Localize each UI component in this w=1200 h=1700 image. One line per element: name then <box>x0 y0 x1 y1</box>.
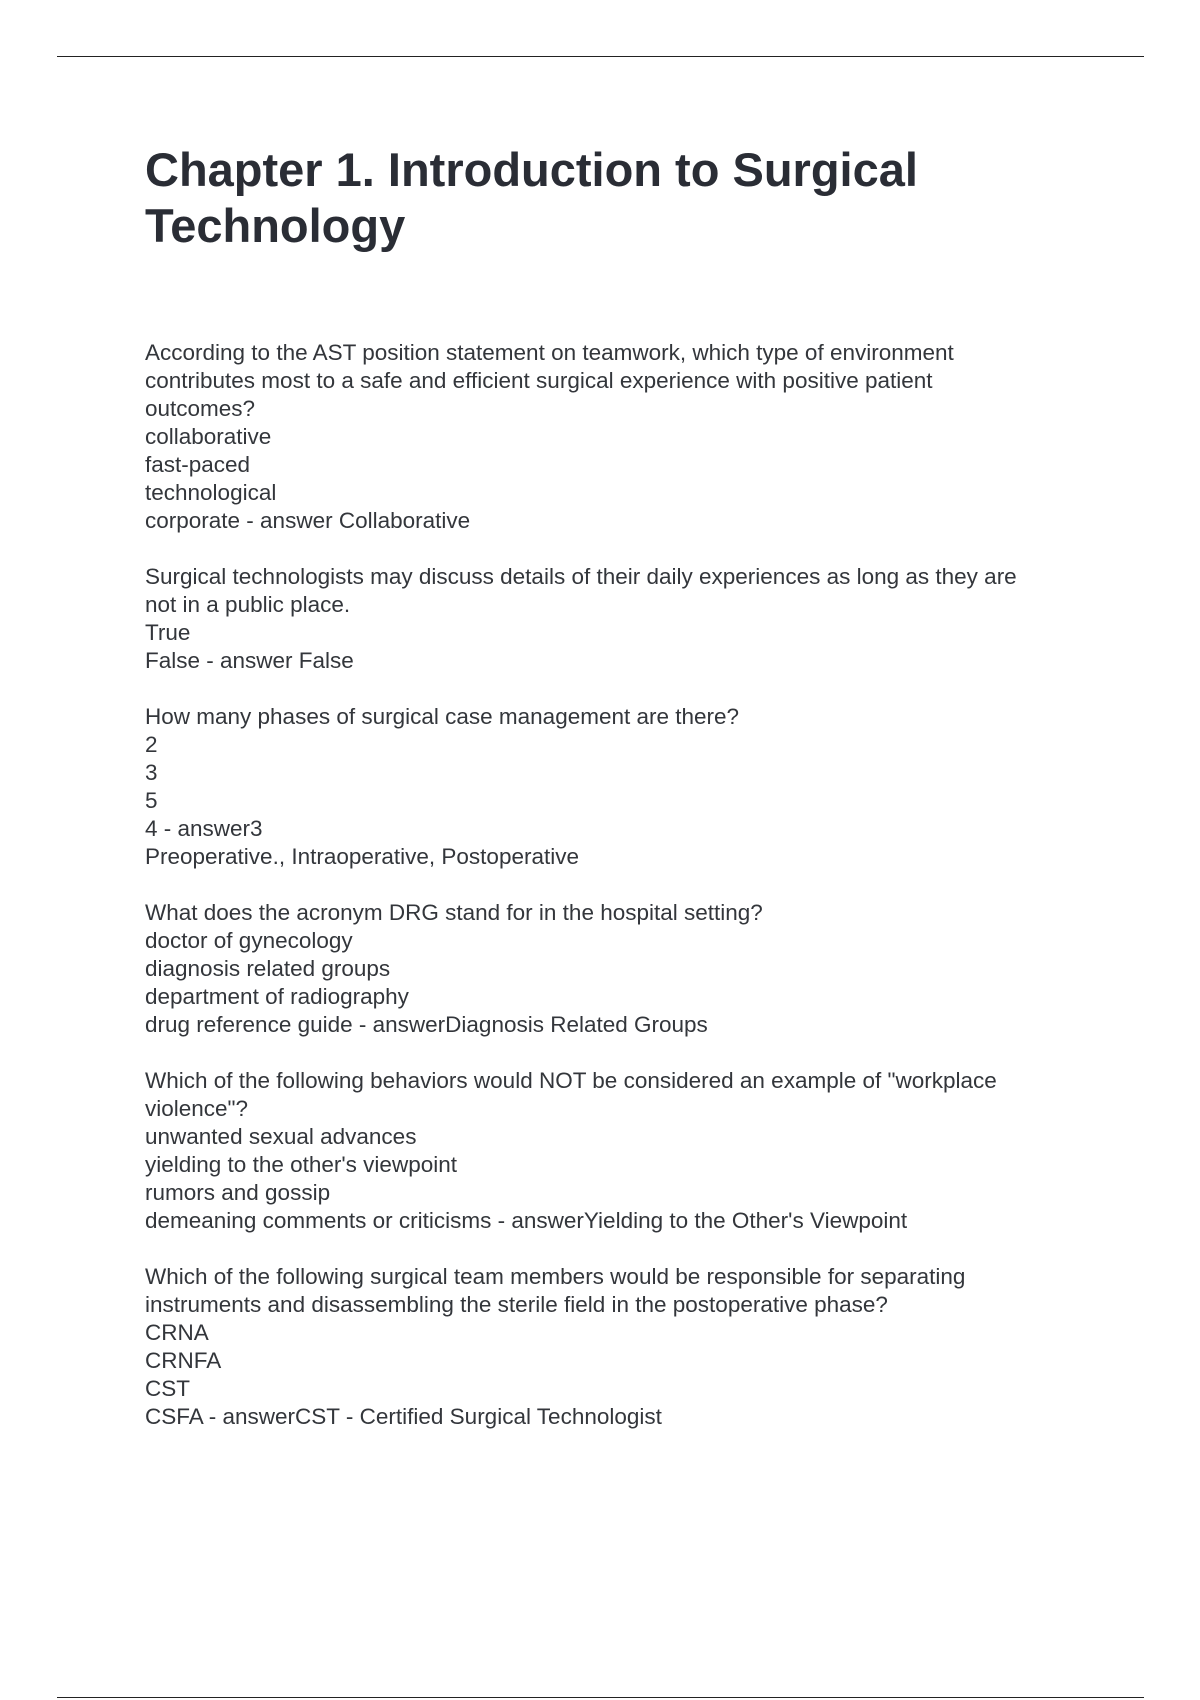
answer-option-with-answer: False - answer False <box>145 648 354 673</box>
answer-option-with-answer: drug reference guide - answerDiagnosis Related Groups <box>145 1012 708 1037</box>
answer-option: 5 <box>145 788 158 813</box>
answer-option: unwanted sexual advances <box>145 1124 417 1149</box>
answer-option-with-answer: demeaning comments or criticisms - answerYielding to the Other's Viewpoint <box>145 1208 908 1233</box>
answer-option-with-answer: CSFA - answerCST - Certified Surgical Technologist <box>145 1404 662 1429</box>
answer-option: fast-paced <box>145 452 251 477</box>
question-text: contributes most to a safe and efficient surgical experience with positive patient <box>145 368 933 393</box>
question-text: outcomes? <box>145 396 256 421</box>
answer-option: True <box>145 620 191 645</box>
question-text: not in a public place. <box>145 592 351 617</box>
answer-option: technological <box>145 480 277 505</box>
bottom-divider <box>57 1697 1144 1698</box>
answer-option: rumors and gossip <box>145 1180 331 1205</box>
answer-option: yielding to the other's viewpoint <box>145 1152 457 1177</box>
question-block-3 <box>145 703 1095 871</box>
answer-option-with-answer: corporate - answer Collaborative <box>145 508 471 533</box>
question-text: How many phases of surgical case management are there? <box>145 704 740 729</box>
question-text: Which of the following surgical team members would be responsible for separating <box>145 1264 966 1289</box>
question-text: According to the AST position statement on teamwork, which type of environment <box>145 340 954 365</box>
answer-option: diagnosis related groups <box>145 956 391 981</box>
answer-explanation: Preoperative., Intraoperative, Postoperative <box>145 844 579 869</box>
question-block-6 <box>145 1263 1095 1431</box>
question-text: instruments and disassembling the sterile field in the postoperative phase? <box>145 1292 888 1317</box>
question-block-4 <box>145 899 1095 1039</box>
question-text: Which of the following behaviors would NOT be considered an example of "workplace <box>145 1068 997 1093</box>
answer-option: CST <box>145 1376 190 1401</box>
answer-option: doctor of gynecology <box>145 928 353 953</box>
question-block-1 <box>145 339 1095 535</box>
question-block-5 <box>145 1067 1095 1235</box>
answer-option: 3 <box>145 760 158 785</box>
question-block-2 <box>145 563 1095 675</box>
answer-option: CRNFA <box>145 1348 222 1373</box>
answer-option-with-answer: 4 - answer3 <box>145 816 263 841</box>
top-divider <box>57 56 1144 57</box>
answer-option: collaborative <box>145 424 272 449</box>
answer-option: 2 <box>145 732 158 757</box>
question-text: Surgical technologists may discuss details of their daily experiences as long as they are <box>145 564 1017 589</box>
question-text: violence"? <box>145 1096 249 1121</box>
question-list <box>145 339 1095 1459</box>
question-text: What does the acronym DRG stand for in the hospital setting? <box>145 900 763 925</box>
answer-option: CRNA <box>145 1320 209 1345</box>
answer-option: department of radiography <box>145 984 409 1009</box>
page-title: Chapter 1. Introduction to Surgical Technology <box>145 143 918 252</box>
